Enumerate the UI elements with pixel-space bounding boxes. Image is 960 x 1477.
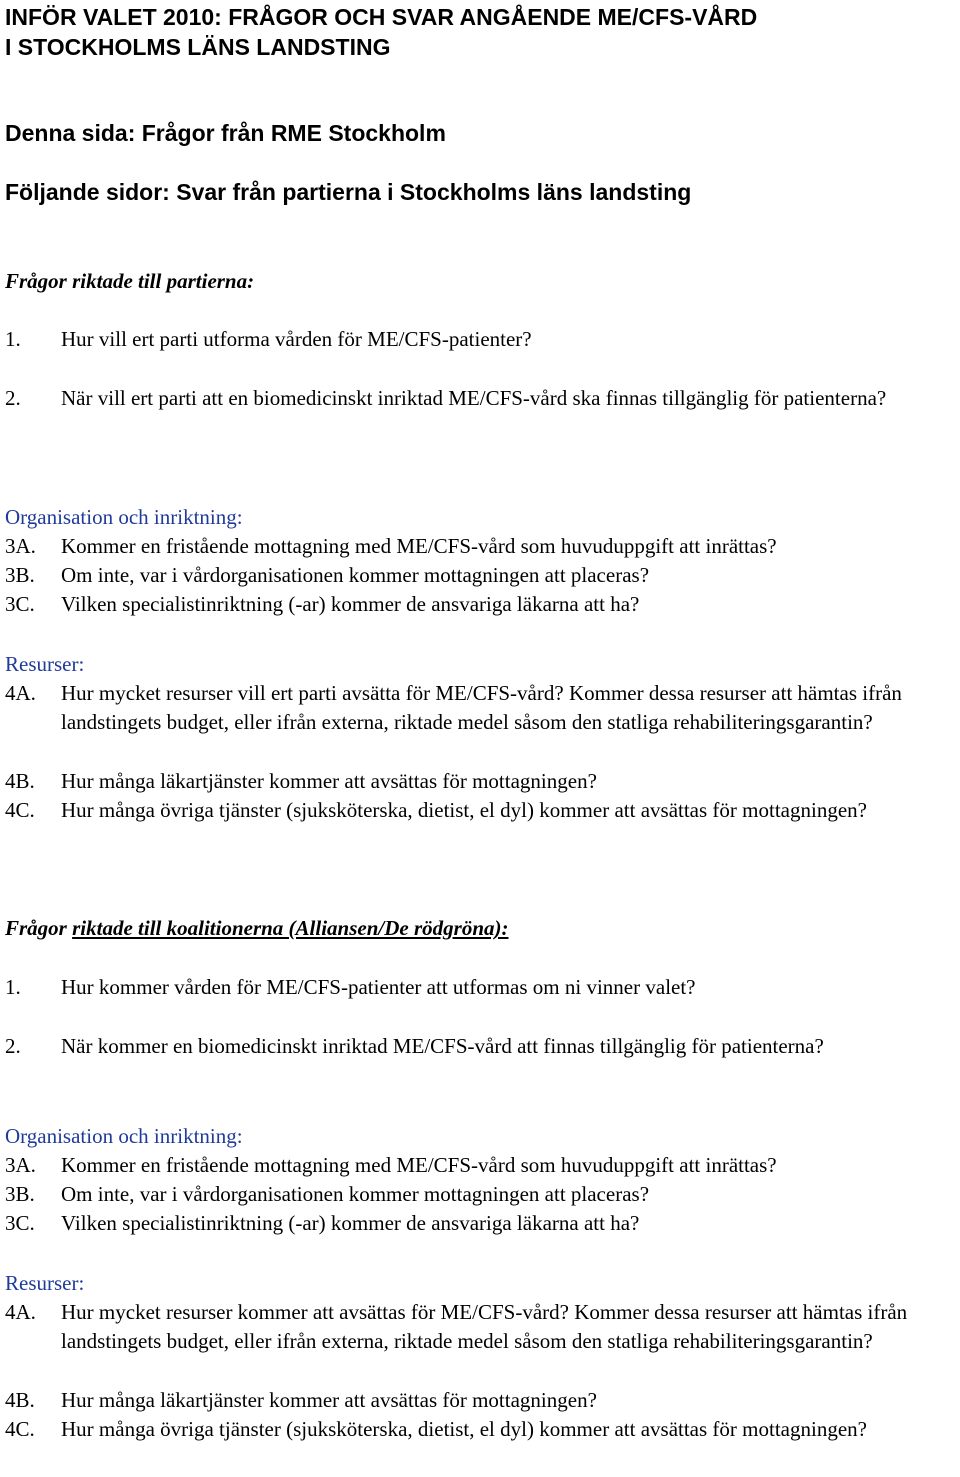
question-number: 3A. [5, 534, 36, 558]
parties-question-1 [5, 325, 960, 354]
title-line-2: I STOCKHOLMS LÄNS LANDSTING [5, 34, 391, 60]
question-text: Hur mycket resurser kommer att avsättas för ME/CFS-vård? Kommer dessa resurser att hämtas ifrån landstingets budget, eller ifrån externa, riktade medel såsom den statliga rehabiliteringsgarantin? [61, 1300, 908, 1353]
question-text: Hur mycket resurser vill ert parti avsätta för ME/CFS-vård? Kommer dessa resurser att hämtas ifrån landstingets budget, eller ifrån externa, riktade medel såsom den statliga rehabiliteringsgarantin? [61, 681, 902, 734]
question-number: 4A. [5, 681, 36, 705]
question-text: När vill ert parti att en biomedicinskt inriktad ME/CFS-vård ska finnas tillgänglig för patienterna? [61, 386, 887, 410]
parties-resources-label: Resurser: [5, 652, 85, 676]
parties-question-3c [5, 590, 960, 619]
coalitions-question-4c [5, 1415, 960, 1444]
question-number: 4C. [5, 798, 35, 822]
question-text: Hur kommer vården för ME/CFS-patienter att utformas om ni vinner valet? [61, 975, 696, 999]
question-text: Kommer en fristående mottagning med ME/CFS-vård som huvuduppgift att inrättas? [61, 534, 777, 558]
question-number: 4C. [5, 1417, 35, 1441]
question-number: 3C. [5, 592, 35, 616]
question-text: Hur många läkartjänster kommer att avsättas för mottagningen? [61, 1388, 597, 1412]
question-number: 3C. [5, 1211, 35, 1235]
question-number: 4B. [5, 1388, 35, 1412]
title-line-1: INFÖR VALET 2010: FRÅGOR OCH SVAR ANGÅENDE ME/CFS-VÅRD [5, 4, 758, 30]
question-text: Hur många läkartjänster kommer att avsättas för mottagningen? [61, 769, 597, 793]
parties-organisation-label: Organisation och inriktning: [5, 505, 243, 529]
coalitions-section-heading [5, 913, 955, 943]
question-number: 3B. [5, 563, 35, 587]
question-number: 2. [5, 386, 21, 410]
parties-question-2 [5, 384, 960, 413]
question-number: 1. [5, 327, 21, 351]
question-number: 4A. [5, 1300, 36, 1324]
question-number: 1. [5, 975, 21, 999]
question-text: Vilken specialistinriktning (-ar) kommer de ansvariga läkarna att ha? [61, 1211, 640, 1235]
question-text: Kommer en fristående mottagning med ME/CFS-vård som huvuduppgift att inrättas? [61, 1153, 777, 1177]
question-text: Om inte, var i vårdorganisationen kommer mottagningen att placeras? [61, 1182, 650, 1206]
parties-question-4a [5, 679, 960, 737]
question-text: Om inte, var i vårdorganisationen kommer mottagningen att placeras? [61, 563, 650, 587]
coalitions-question-4b [5, 1386, 960, 1415]
document-title [5, 2, 955, 62]
parties-question-4c [5, 796, 960, 825]
question-number: 3A. [5, 1153, 36, 1177]
parties-question-4b [5, 767, 960, 796]
coalitions-question-3b [5, 1180, 960, 1209]
coalitions-question-3c [5, 1209, 960, 1238]
question-number: 4B. [5, 769, 35, 793]
coalitions-heading-underlined: riktade till koalitionerna (Alliansen/De rödgröna): [72, 916, 509, 940]
parties-section-heading: Frågor riktade till partierna: [5, 269, 255, 293]
coalitions-heading-prefix: Frågor [5, 916, 73, 940]
coalitions-question-3a [5, 1151, 960, 1180]
following-pages-note: Följande sidor: Svar från partierna i Stockholms läns landsting [5, 179, 692, 205]
question-text: När kommer en biomedicinskt inriktad ME/CFS-vård att finnas tillgänglig för patienterna? [61, 1034, 824, 1058]
this-page-note: Denna sida: Frågor från RME Stockholm [5, 120, 446, 146]
coalitions-resources-label: Resurser: [5, 1271, 85, 1295]
parties-question-3b [5, 561, 960, 590]
question-text: Hur många övriga tjänster (sjuksköterska, dietist, el dyl) kommer att avsättas för mottagningen? [61, 798, 867, 822]
question-number: 3B. [5, 1182, 35, 1206]
question-text: Hur vill ert parti utforma vården för ME/CFS-patienter? [61, 327, 532, 351]
coalitions-question-1 [5, 973, 960, 1002]
question-text: Vilken specialistinriktning (-ar) kommer de ansvariga läkarna att ha? [61, 592, 640, 616]
question-text: Hur många övriga tjänster (sjuksköterska, dietist, el dyl) kommer att avsättas för mottagningen? [61, 1417, 867, 1441]
parties-question-3a [5, 532, 960, 561]
coalitions-question-4a [5, 1298, 960, 1356]
coalitions-question-2 [5, 1032, 960, 1061]
question-number: 2. [5, 1034, 21, 1058]
coalitions-organisation-label: Organisation och inriktning: [5, 1124, 243, 1148]
